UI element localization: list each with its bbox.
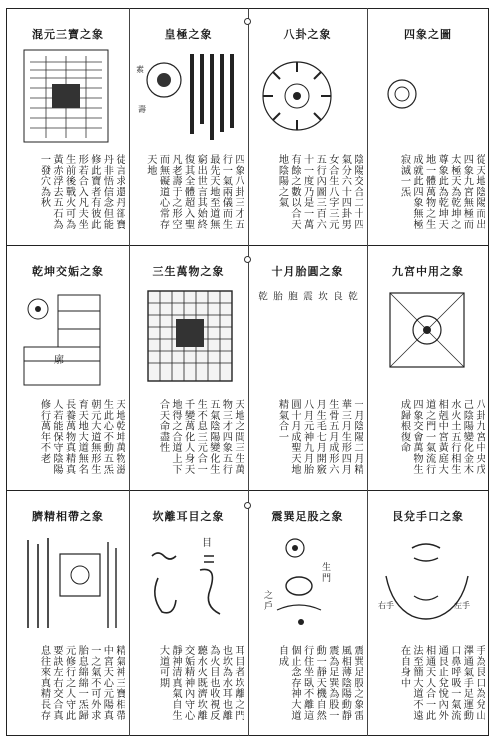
glyph-youshou: 右手 [378,601,394,610]
panel-title: 混元三寶之象 [32,28,104,41]
panel-genhui-shoukou [368,492,488,735]
panel-title: 坎離耳目之象 [152,510,225,523]
panel-text: 徒言求還丹卻寶丹非悟信念但能修此寶者有彼此形若合入凡夫坐生前後戰火可為黃赤浮去五石為一發穴為秋 [38,154,125,230]
glyph-shengmen: 生門 [320,562,330,584]
qiankun-diagram [16,289,120,407]
glyph-top: 素 [136,65,144,74]
panel-hunyuan-sanbao [8,10,128,244]
panel-text: 八卦九宮中央戊己陰陽變化金木水火土五行相生相剋中宮黃庭大道之門一氣流行四象交會萬物生成歸根復命 [398,399,485,475]
panel-huangji [130,10,247,244]
glyph-center: 廓 [54,355,64,366]
panel-text: 四象八卦三才五行一氣兩儀而生最先天地至道無窮出世言其始終復其全體超入聖凡老壽于之形空而無礙道心常存天地 [144,154,244,230]
panel-text: 天地之間三生萬物三才四象五行五氣陰陽變化生生不息三元合一千變萬化人身天地得之合道上下合天命盡性 [157,399,244,475]
panel-title: 九宮中用之象 [392,265,464,278]
glyph-mu: 目 [202,538,212,549]
col-glyph: 良 [331,291,342,305]
month-columns [257,291,359,395]
panel-title: 四象之圖 [404,28,452,41]
huangji-diagram [134,50,238,168]
bagua-diagram [257,50,361,168]
col-glyph: 坎 [316,291,327,305]
panel-sixiang [368,10,488,244]
panel-jiugong-zhongyong [368,247,488,489]
glyph-zhihu: 之戶 [262,590,272,612]
panel-qijing-xiangdai [8,492,128,735]
qijing-diagram [16,532,120,650]
panel-title: 臍精相帶之象 [32,510,104,523]
panel-kanli-ermu [130,492,247,735]
jiugong-diagram [376,289,480,407]
panel-title: 十月胎圓之象 [271,265,344,278]
panel-title: 八卦之象 [283,28,332,41]
col-glyph: 乾 [256,291,267,305]
panel-text: 陰陽交合二十四氣分六十四卦男女合生八字三元五行內圖三百六十一度乃是一萬有餘之數以合天地陰陽之氣 [276,154,363,230]
panel-text: 一月陰陽二月精華三月生形四月生骨五月成形六月生毛七月開竅八月元神九月胎圓十月成聖天地精氣合一 [276,399,363,475]
panel-qiankun-jiaogou [8,247,128,489]
glyph-side: 壽 [138,105,146,114]
panel-title: 三生萬物之象 [152,265,225,278]
panel-title: 皇極之象 [164,28,213,41]
col-glyph: 乾 [346,291,357,305]
hunyuan-diagram [16,48,120,166]
panel-title: 震巽足股之象 [271,510,344,523]
panel-shiyue-taiyuan [249,247,366,489]
panel-title: 艮兌手口之象 [392,510,464,523]
panel-sansheng-wanwu [130,247,247,489]
glyph-zuoshou: 左手 [454,601,470,610]
col-glyph: 震 [301,291,312,305]
panel-zhenxun-zugu [249,492,366,735]
panel-text: 從天地陰陽而出四象九宮無極而太極天為乾坤之尊象此為乾坤天地一體萬物之生成就此四象無極寂滅一炁 [398,154,485,230]
panel-text: 震巽足股之象雷風相薄陰陽動靜震為足巽為股一動一靜天機自然行住坐臥不離這個止念存神大道自成 [276,645,363,721]
panel-bagua [249,10,366,244]
col-glyph: 胞 [286,291,297,305]
panel-title: 乾坤交姤之象 [32,265,104,278]
panel-text: 精氣神三寶相帶中宮天心元陽真一之氣不可外求胎息綿綿一炁歸元修行之人守此要訣左右交合真息往來真精長存 [38,645,125,721]
genhui-diagram [376,536,480,654]
panel-text: 手為艮口為兌山澤通氣手足運動口鼻呼吸一氣流通艮止兌悅內外相通天人合一此法至簡大道不遠在自身中 [398,645,485,721]
sansheng-diagram [146,289,247,407]
panel-text: 天地乾坤萬物滋生此心不動五炁朝元大道無形生育天地大道無名長養萬物真精真人若能保守陰陽修行萬年不老 [38,399,125,475]
col-glyph: 胎 [271,291,282,305]
panel-text: 耳目者坎離之門也坎為水耳也離為火目也收視反聽水火既濟坎離交姤精神內守心靜神清真氣自生大道可期 [157,645,244,721]
